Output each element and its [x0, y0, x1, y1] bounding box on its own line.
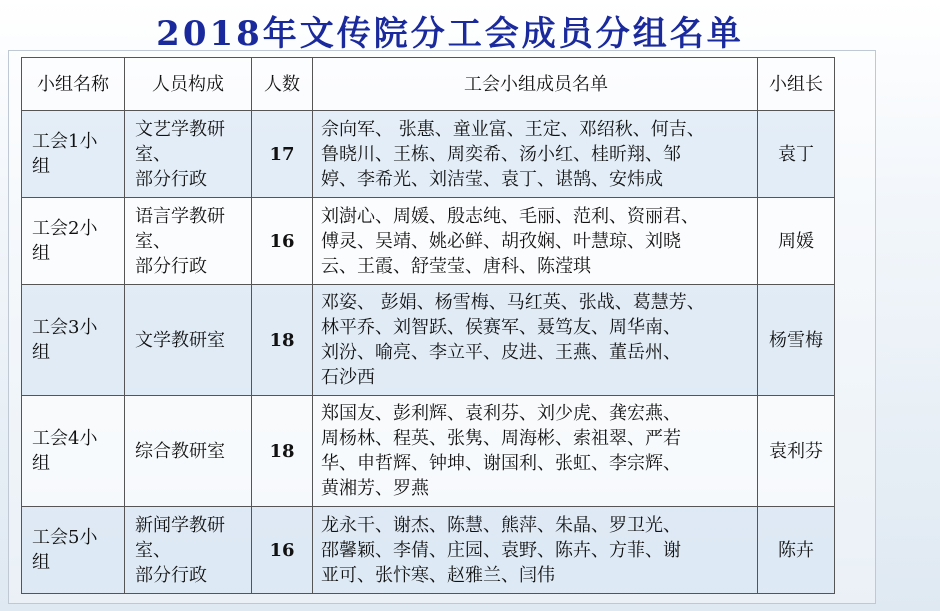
- header-composition: 人员构成: [125, 58, 252, 111]
- composition-cell-line: 文学教研室: [135, 329, 225, 351]
- composition-cell-line: 室、: [135, 230, 171, 252]
- leader-cell: 袁利芬: [758, 396, 835, 507]
- members-cell-line: 龙永干、谢杰、陈慧、熊萍、朱晶、罗卫光、: [321, 514, 681, 536]
- leader-cell: 杨雪梅: [758, 285, 835, 396]
- group-name-cell-line: 组: [32, 552, 50, 573]
- members-cell-line: 婷、李希光、刘洁莹、袁丁、谌鹄、安炜成: [321, 168, 663, 190]
- members-cell-line: 石沙西: [321, 367, 375, 388]
- members-cell-line: 佘向军、 张惠、童业富、王定、邓绍秋、何吉、: [321, 118, 705, 140]
- header-members: 工会小组成员名单: [313, 58, 758, 111]
- header-count: 人数: [252, 58, 313, 111]
- composition-cell-line: 室、: [135, 143, 171, 165]
- group-name-cell-line: 工会4小: [32, 428, 98, 449]
- count-cell: 18: [252, 285, 313, 396]
- group-name-cell-line: 组: [32, 342, 50, 363]
- group-name-cell: [22, 198, 125, 285]
- header-leader: 小组长: [758, 58, 835, 111]
- group-name-cell: [22, 111, 125, 198]
- composition-cell-line: 综合教研室: [135, 440, 225, 462]
- group-name-cell-line: 工会5小: [32, 527, 98, 548]
- members-cell: [313, 396, 758, 507]
- group-name-cell-line: 组: [32, 453, 50, 474]
- group-name-cell: [22, 285, 125, 396]
- members-cell: [313, 111, 758, 198]
- members-cell-line: 亚可、张忭寒、赵雅兰、闫伟: [321, 564, 555, 586]
- members-cell-line: 傅灵、吴靖、姚必鲜、胡孜娴、叶慧琼、刘晓: [321, 230, 681, 252]
- table-row: [22, 507, 835, 594]
- composition-cell-line: 室、: [135, 539, 171, 561]
- count-cell: 18: [252, 396, 313, 507]
- composition-cell: [125, 198, 252, 285]
- leader-cell: 袁丁: [758, 111, 835, 198]
- composition-cell: [125, 111, 252, 198]
- table-row: [22, 285, 835, 396]
- leader-cell: 周媛: [758, 198, 835, 285]
- member-table: [21, 57, 835, 594]
- count-cell: 16: [252, 507, 313, 594]
- members-cell-line: 华、申哲辉、钟坤、谢国利、张虹、李宗辉、: [321, 453, 681, 474]
- group-name-cell: [22, 507, 125, 594]
- members-cell-line: 郑国友、彭利辉、袁利芬、刘少虎、龚宏燕、: [321, 403, 681, 424]
- table-frame: [8, 50, 876, 604]
- members-cell-line: 邓姿、 彭娟、杨雪梅、马红英、张战、葛慧芳、: [321, 292, 705, 313]
- composition-cell-line: 语言学教研: [135, 205, 225, 227]
- group-name-cell-line: 工会1小: [32, 131, 98, 152]
- leader-cell: 陈卉: [758, 507, 835, 594]
- table-row: [22, 111, 835, 198]
- members-cell-line: 云、王霞、舒莹莹、唐科、陈滢琪: [321, 255, 591, 277]
- members-cell-line: 周杨林、程英、张隽、周海彬、索祖翠、严若: [321, 428, 681, 449]
- composition-cell: [125, 285, 252, 396]
- table-row: [22, 198, 835, 285]
- group-name-cell: [22, 396, 125, 507]
- count-cell: 17: [252, 111, 313, 198]
- members-cell-line: 黄湘芳、罗燕: [321, 478, 429, 499]
- page-title: 2018年文传院分工会成员分组名单: [156, 14, 744, 54]
- header-row: [22, 58, 835, 111]
- members-cell-line: 邵馨颖、李倩、庄园、袁野、陈卉、方菲、谢: [321, 539, 681, 561]
- header-group-name: 小组名称: [22, 58, 125, 111]
- composition-cell-line: 部分行政: [135, 255, 207, 277]
- members-cell: [313, 198, 758, 285]
- members-cell-line: 鲁晓川、王栋、周奕希、汤小红、桂昕翔、邹: [321, 143, 681, 165]
- group-name-cell-line: 工会3小: [32, 317, 98, 338]
- members-cell-line: 林平乔、刘智跃、侯赛军、聂笃友、周华南、: [321, 317, 681, 338]
- table-row: [22, 396, 835, 507]
- composition-cell: [125, 396, 252, 507]
- members-cell-line: 刘澍心、周媛、殷志纯、毛丽、范利、资丽君、: [321, 205, 699, 227]
- composition-cell-line: 新闻学教研: [135, 514, 225, 536]
- group-name-cell-line: 工会2小: [32, 218, 98, 239]
- count-cell: 16: [252, 198, 313, 285]
- group-name-cell-line: 组: [32, 243, 50, 264]
- group-name-cell-line: 组: [32, 156, 50, 177]
- members-cell-line: 刘汾、喻亮、李立平、皮进、王燕、董岳州、: [321, 342, 681, 363]
- composition-cell-line: 部分行政: [135, 564, 207, 586]
- members-cell: [313, 507, 758, 594]
- composition-cell-line: 部分行政: [135, 168, 207, 190]
- composition-cell: [125, 507, 252, 594]
- members-cell: [313, 285, 758, 396]
- composition-cell-line: 文艺学教研: [135, 118, 225, 140]
